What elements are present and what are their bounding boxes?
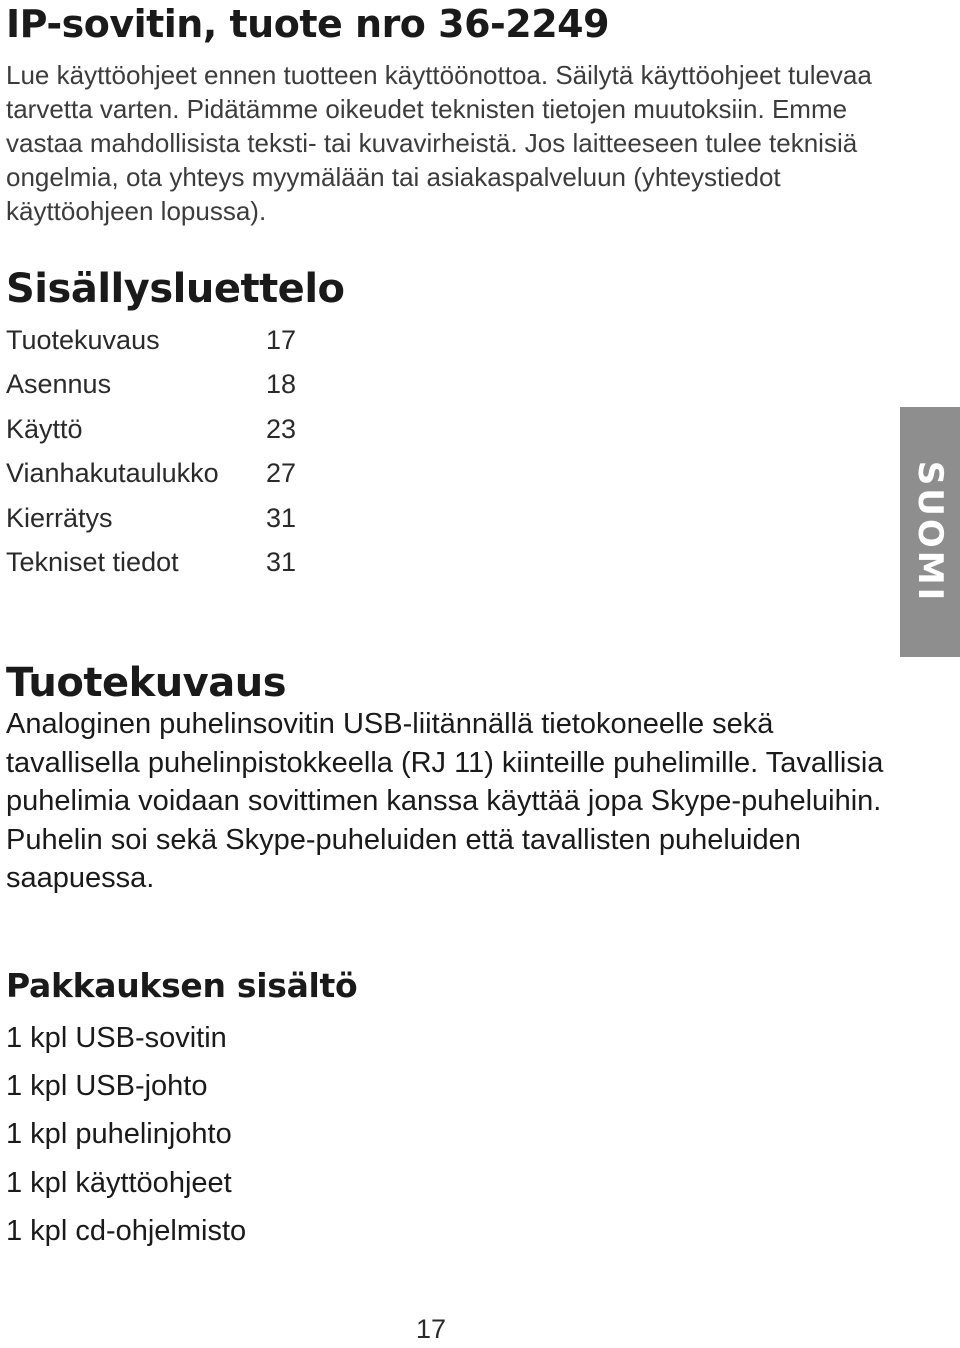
toc-item	[6, 318, 326, 362]
description-paragraph: Analoginen puhelinsovitin USB-liitännällä tietokoneelle sekä tavallisella puhelinpistokkeella (RJ 11) kiinteille puhelimille. Tavallisia puhelimia voidaan sovittimen kanssa käyttää jopa Skype-puheluihin. Puhelin soi sekä Skype-puheluiden että tavallisten puheluiden saapuessa.	[6, 708, 884, 895]
language-tab-label: SUOMI	[910, 460, 950, 604]
toc-item	[6, 540, 326, 584]
package-item: 1 kpl käyttöohjeet	[6, 1166, 232, 1199]
description-heading: Tuotekuvaus	[6, 660, 287, 706]
toc-item-page: 23	[266, 413, 297, 444]
toc-item-page: 17	[266, 325, 297, 355]
toc-item-page: 18	[266, 369, 297, 400]
toc-item	[6, 496, 326, 540]
toc-item	[6, 451, 326, 495]
toc-heading: Sisällysluettelo	[6, 266, 345, 312]
package-heading: Pakkauksen sisältö	[6, 966, 358, 1005]
table-of-contents	[6, 318, 326, 584]
toc-item-label: Käyttö	[6, 413, 83, 444]
toc-item-page: 27	[266, 458, 297, 489]
package-item: 1 kpl puhelinjohto	[6, 1118, 232, 1151]
toc-item-page: 31	[266, 502, 297, 533]
intro-section	[6, 58, 886, 228]
language-side-tab	[900, 407, 960, 657]
toc-item-label: Asennus	[6, 369, 112, 400]
toc-item-page: 31	[266, 546, 297, 577]
toc-item-label: Tekniset tiedot	[6, 546, 179, 577]
package-contents-list	[6, 1014, 246, 1255]
package-item: 1 kpl USB-johto	[6, 1070, 208, 1103]
toc-item	[6, 407, 326, 451]
page-number: 17	[415, 1314, 447, 1344]
package-item: 1 kpl USB-sovitin	[6, 1022, 227, 1054]
toc-item-label: Tuotekuvaus	[6, 325, 160, 355]
toc-item-label: Vianhakutaulukko	[6, 458, 219, 489]
package-item: 1 kpl cd-ohjelmisto	[6, 1214, 247, 1247]
toc-item-label: Kierrätys	[6, 502, 113, 533]
intro-paragraph: Lue käyttöohjeet ennen tuotteen käyttöönottoa. Säilytä käyttöohjeet tulevaa tarvetta varten. Pidätämme oikeudet teknisten tietojen muutoksiin. Emme vastaa mahdollisista teksti- tai kuvavirheistä. Jos laitteeseen tulee teknisiä ongelmia, ota yhteys myymälään tai asiakaspalveluun (yhteystiedot käyttöohjeen lopussa).	[6, 60, 872, 226]
toc-item	[6, 362, 326, 406]
document-title: IP-sovitin, tuote nro 36-2249	[6, 2, 610, 46]
